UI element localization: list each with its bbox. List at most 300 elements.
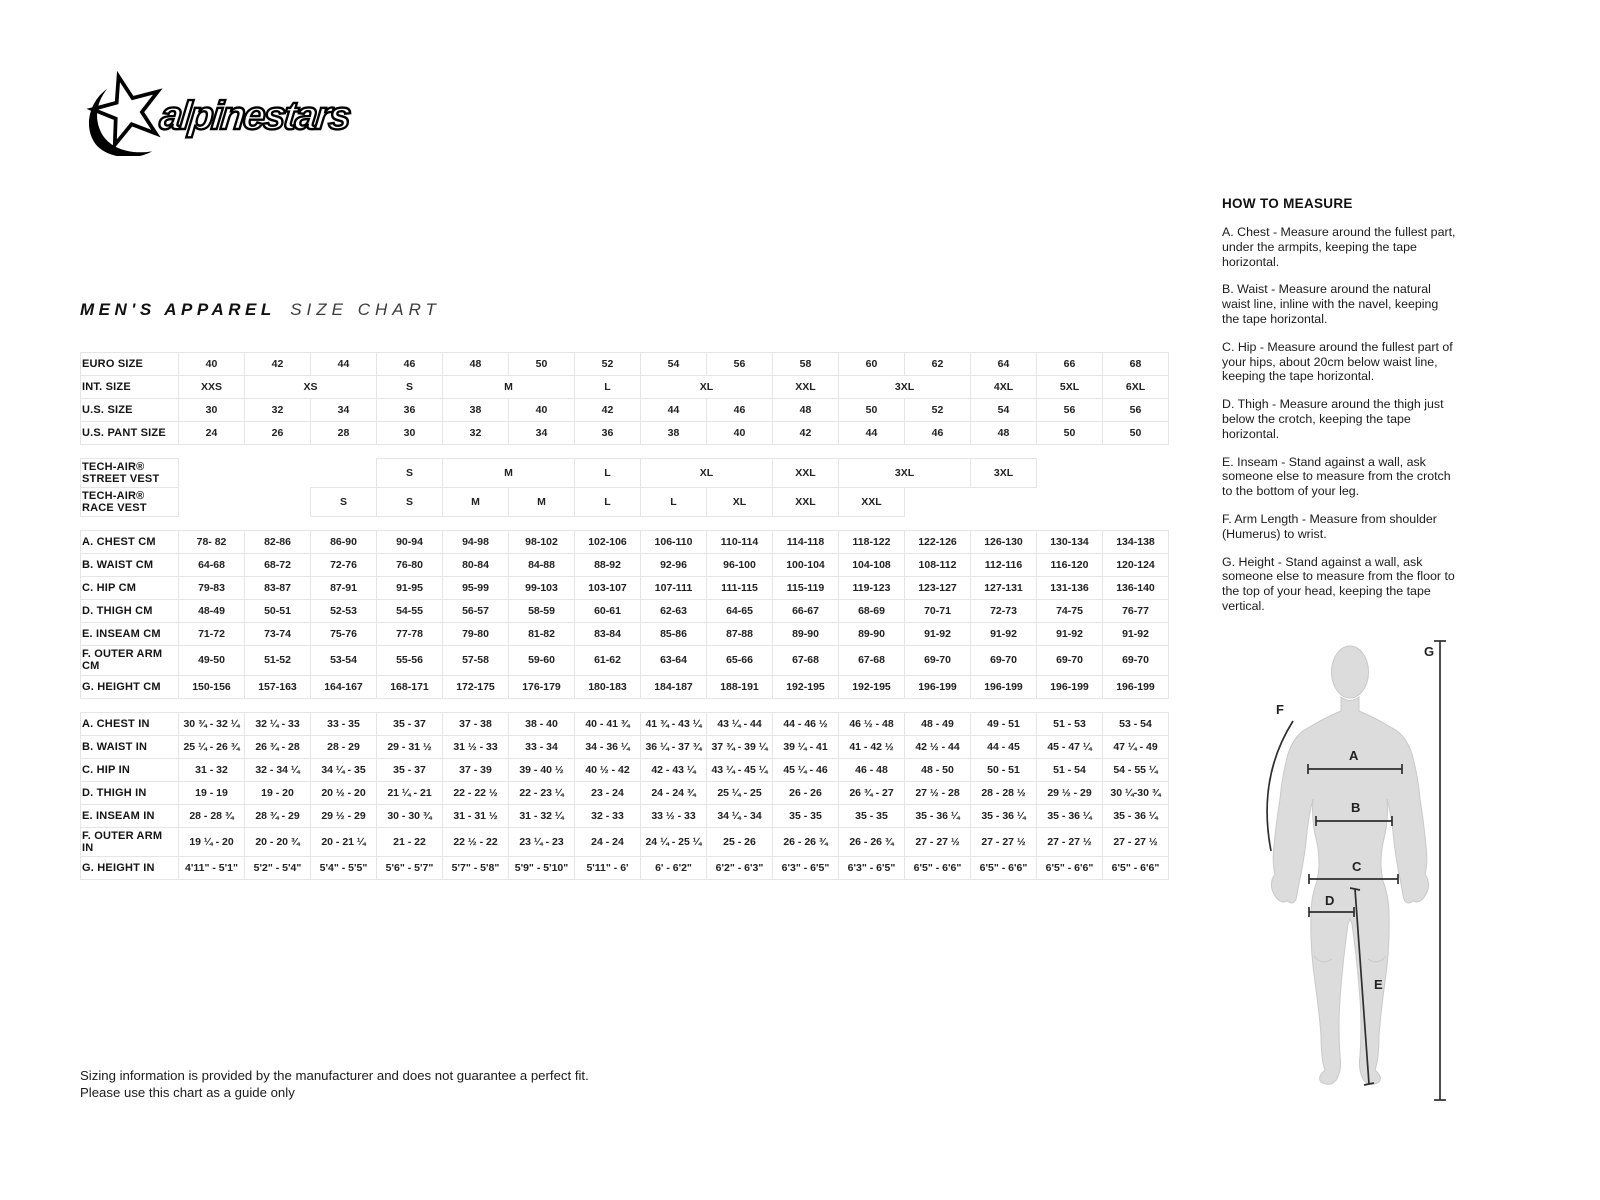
size-cell: 54 - 55 ¼ [1103, 758, 1169, 781]
size-cell: 36 ¼ - 37 ¾ [641, 735, 707, 758]
height-measure-line [1434, 641, 1446, 1100]
size-cell: M [509, 488, 575, 517]
table-row [81, 804, 1169, 827]
table-row [81, 459, 1169, 488]
size-cell: 32 [245, 399, 311, 422]
row-label: A. CHEST IN [81, 712, 179, 735]
size-cell: 26 [245, 422, 311, 445]
size-cell: 108-112 [905, 554, 971, 577]
size-cell: 26 ¾ - 28 [245, 735, 311, 758]
size-cell: 64-68 [179, 554, 245, 577]
size-cell: 27 - 27 ½ [1037, 827, 1103, 856]
size-cell: 51 - 54 [1037, 758, 1103, 781]
measure-instruction: D. Thigh - Measure around the thigh just below the crotch, keeping the tape horizontal. [1222, 397, 1444, 441]
row-label: E. INSEAM CM [81, 623, 179, 646]
size-cell: 31 - 32 ¼ [509, 804, 575, 827]
size-cell: 28 [311, 422, 377, 445]
size-cell: 21 ¼ - 21 [377, 781, 443, 804]
size-cell: 157-163 [245, 675, 311, 698]
size-cell: 46 [377, 353, 443, 376]
size-cell: 196-199 [971, 675, 1037, 698]
size-cell: 28 - 28 ½ [971, 781, 1037, 804]
row-label: G. HEIGHT IN [81, 856, 179, 879]
size-cell: 40 [707, 422, 773, 445]
size-cell: 39 - 40 ½ [509, 758, 575, 781]
row-label: EURO SIZE [81, 353, 179, 376]
size-cell: 37 - 38 [443, 712, 509, 735]
size-cell: 112-116 [971, 554, 1037, 577]
size-cell: 24 - 24 ¾ [641, 781, 707, 804]
size-cell: 37 - 39 [443, 758, 509, 781]
table-row [81, 646, 1169, 675]
size-cell: 71-72 [179, 623, 245, 646]
row-label: G. HEIGHT CM [81, 675, 179, 698]
size-cell: 35 - 36 ¼ [1037, 804, 1103, 827]
size-cell: 126-130 [971, 531, 1037, 554]
size-cell: L [575, 459, 641, 488]
size-cell: 123-127 [905, 577, 971, 600]
size-cell: 55-56 [377, 646, 443, 675]
size-cell: 73-74 [245, 623, 311, 646]
size-cell: 34 ¼ - 35 [311, 758, 377, 781]
size-cell: 69-70 [1103, 646, 1169, 675]
size-cell: 5'11" - 6' [575, 856, 641, 879]
size-cell: 44 - 46 ½ [773, 712, 839, 735]
table-row [81, 399, 1169, 422]
size-cell: 29 ½ - 29 [1037, 781, 1103, 804]
table-row [81, 623, 1169, 646]
size-cell: 42 [773, 422, 839, 445]
table-row [81, 577, 1169, 600]
size-cell: 48-49 [179, 600, 245, 623]
disclaimer [80, 1068, 589, 1101]
size-cell: 35 - 35 [773, 804, 839, 827]
figure-head [1332, 646, 1369, 698]
size-cell: XXL [773, 376, 839, 399]
row-label: D. THIGH IN [81, 781, 179, 804]
size-cell: 52 [575, 353, 641, 376]
size-cell: 85-86 [641, 623, 707, 646]
row-label: INT. SIZE [81, 376, 179, 399]
size-cell: 4XL [971, 376, 1037, 399]
size-cell: 150-156 [179, 675, 245, 698]
size-cell: 184-187 [641, 675, 707, 698]
size-cell: 6'5" - 6'6" [1103, 856, 1169, 879]
size-cell: 75-76 [311, 623, 377, 646]
size-cell: 104-108 [839, 554, 905, 577]
size-cell: 76-80 [377, 554, 443, 577]
size-cell: 42 - 43 ¼ [641, 758, 707, 781]
size-cell: 94-98 [443, 531, 509, 554]
size-cell: 24 [179, 422, 245, 445]
size-cell: 60-61 [575, 600, 641, 623]
size-cell: 103-107 [575, 577, 641, 600]
size-cell: XXL [773, 488, 839, 517]
size-cell: 35 - 37 [377, 758, 443, 781]
size-cell: 91-92 [971, 623, 1037, 646]
size-cell: 35 - 36 ¼ [971, 804, 1037, 827]
size-cell: 106-110 [641, 531, 707, 554]
size-cell: 30 [179, 399, 245, 422]
size-cell: 87-91 [311, 577, 377, 600]
measure-instruction: F. Arm Length - Measure from shoulder (Humerus) to wrist. [1222, 511, 1437, 541]
how-to-measure-panel [1222, 196, 1456, 627]
size-cell: 82-86 [245, 531, 311, 554]
size-cell: 68 [1103, 353, 1169, 376]
size-cell: 31 - 32 [179, 758, 245, 781]
table-row [81, 554, 1169, 577]
size-cell: M [443, 459, 575, 488]
size-cell: XS [245, 376, 377, 399]
blank-cell [179, 488, 311, 517]
size-cell: 26 - 26 ¾ [773, 827, 839, 856]
size-cell: 50 [1037, 422, 1103, 445]
size-cell: 5'7" - 5'8" [443, 856, 509, 879]
size-cell: L [641, 488, 707, 517]
size-cell: 24 ¼ - 25 ¼ [641, 827, 707, 856]
row-label: F. OUTER ARM IN [81, 827, 179, 856]
size-cell: 36 [377, 399, 443, 422]
size-cell: 50 - 51 [971, 758, 1037, 781]
size-cell: 52 [905, 399, 971, 422]
size-cell: 36 [575, 422, 641, 445]
size-cell: 48 [443, 353, 509, 376]
size-cell: 27 ½ - 28 [905, 781, 971, 804]
size-cell: 30 ¾ - 32 ¼ [179, 712, 245, 735]
figure-label-inseam: E [1374, 977, 1383, 992]
size-cell: 23 - 24 [575, 781, 641, 804]
row-label: E. INSEAM IN [81, 804, 179, 827]
size-cell: 102-106 [575, 531, 641, 554]
row-label: A. CHEST CM [81, 531, 179, 554]
size-cell: 42 [245, 353, 311, 376]
size-cell: 47 ¼ - 49 [1103, 735, 1169, 758]
size-cell: 6' - 6'2" [641, 856, 707, 879]
size-cell: 5'9" - 5'10" [509, 856, 575, 879]
size-cell: 84-88 [509, 554, 575, 577]
size-cell: 28 - 29 [311, 735, 377, 758]
size-cell: 192-195 [839, 675, 905, 698]
size-cell: 116-120 [1037, 554, 1103, 577]
size-cell: 29 - 31 ½ [377, 735, 443, 758]
size-cell: S [377, 459, 443, 488]
size-cell: 32 ¼ - 33 [245, 712, 311, 735]
row-label: C. HIP IN [81, 758, 179, 781]
size-cell: 26 ¾ - 27 [839, 781, 905, 804]
size-cell: 5XL [1037, 376, 1103, 399]
size-cell: 45 - 47 ¼ [1037, 735, 1103, 758]
size-cell: 39 ¼ - 41 [773, 735, 839, 758]
size-cell: 38 - 40 [509, 712, 575, 735]
size-cell: 96-100 [707, 554, 773, 577]
alpinestars-logo [78, 70, 378, 156]
table-row [81, 758, 1169, 781]
size-cell: 50 [839, 399, 905, 422]
size-cell: 32 [443, 422, 509, 445]
size-cell: 56 [1037, 399, 1103, 422]
size-cell: 54 [641, 353, 707, 376]
measurements-cm-table [80, 530, 1169, 698]
size-cell: 4'11" - 5'1" [179, 856, 245, 879]
size-cell: 69-70 [905, 646, 971, 675]
row-label: TECH-AIR® STREET VEST [81, 459, 179, 488]
size-cell: 50 [509, 353, 575, 376]
table-row [81, 600, 1169, 623]
size-cell: 25 ¼ - 25 [707, 781, 773, 804]
size-cell: 67-68 [773, 646, 839, 675]
size-cell: 3XL [839, 459, 971, 488]
size-cell: 74-75 [1037, 600, 1103, 623]
size-cell: 19 - 20 [245, 781, 311, 804]
size-cell: 20 - 20 ¾ [245, 827, 311, 856]
size-cell: 46 ½ - 48 [839, 712, 905, 735]
size-cell: 130-134 [1037, 531, 1103, 554]
size-cell: 51 - 53 [1037, 712, 1103, 735]
row-label: F. OUTER ARM CM [81, 646, 179, 675]
size-cell: 64-65 [707, 600, 773, 623]
figure-label-height: G [1424, 644, 1435, 659]
size-cell: 48 [773, 399, 839, 422]
size-cell: 20 - 21 ¼ [311, 827, 377, 856]
row-label: B. WAIST CM [81, 554, 179, 577]
row-label: D. THIGH CM [81, 600, 179, 623]
size-cell: 66-67 [773, 600, 839, 623]
size-cell: 107-111 [641, 577, 707, 600]
how-to-measure-title: HOW TO MEASURE [1222, 196, 1353, 211]
table-row [81, 856, 1169, 879]
size-cell: 6'5" - 6'6" [971, 856, 1037, 879]
figure-label-arm: F [1276, 702, 1284, 717]
size-cell: S [377, 488, 443, 517]
size-cell: 33 - 35 [311, 712, 377, 735]
size-cell: XXS [179, 376, 245, 399]
size-cell: 131-136 [1037, 577, 1103, 600]
table-row [81, 781, 1169, 804]
size-cell: 25 - 26 [707, 827, 773, 856]
blank-cell [905, 488, 1169, 517]
size-cell: 31 ½ - 33 [443, 735, 509, 758]
size-cell: 48 - 49 [905, 712, 971, 735]
size-cell: 19 - 19 [179, 781, 245, 804]
size-cell: 6'5" - 6'6" [905, 856, 971, 879]
size-cell: XL [707, 488, 773, 517]
tech-air-table [80, 458, 1169, 517]
size-cell: 49-50 [179, 646, 245, 675]
size-cell: 98-102 [509, 531, 575, 554]
size-cell: 30 ¼-30 ¾ [1103, 781, 1169, 804]
size-cell: 5'6" - 5'7" [377, 856, 443, 879]
size-cell: 68-69 [839, 600, 905, 623]
size-conversion-table [80, 352, 1169, 445]
size-cell: 92-96 [641, 554, 707, 577]
size-cell: 86-90 [311, 531, 377, 554]
measure-instruction: C. Hip - Measure around the fullest part of your hips, about 20cm below waist line, keeping the tape horizontal. [1222, 339, 1453, 384]
size-cell: 41 ¾ - 43 ¼ [641, 712, 707, 735]
size-cell: 41 - 42 ½ [839, 735, 905, 758]
size-cell: 64 [971, 353, 1037, 376]
size-cell: 3XL [839, 376, 971, 399]
row-label: TECH-AIR® RACE VEST [81, 488, 179, 517]
size-cell: 57-58 [443, 646, 509, 675]
size-cell: S [311, 488, 377, 517]
row-label: C. HIP CM [81, 577, 179, 600]
size-cell: 54 [971, 399, 1037, 422]
size-cell: 192-195 [773, 675, 839, 698]
size-cell: 56 [707, 353, 773, 376]
size-cell: 44 [839, 422, 905, 445]
size-cell: 19 ¼ - 20 [179, 827, 245, 856]
size-cell: M [443, 488, 509, 517]
size-cell: 44 - 45 [971, 735, 1037, 758]
size-cell: 196-199 [1103, 675, 1169, 698]
size-cell: 83-84 [575, 623, 641, 646]
size-cell: 114-118 [773, 531, 839, 554]
size-cell: 46 [905, 422, 971, 445]
size-cell: 87-88 [707, 623, 773, 646]
table-row [81, 827, 1169, 856]
size-cell: 6'3" - 6'5" [839, 856, 905, 879]
size-cell: 83-87 [245, 577, 311, 600]
size-cell: 30 - 30 ¾ [377, 804, 443, 827]
size-cell: 69-70 [1037, 646, 1103, 675]
size-cell: 51-52 [245, 646, 311, 675]
size-cell: 27 - 27 ½ [905, 827, 971, 856]
table-row [81, 376, 1169, 399]
size-cell: 91-92 [1103, 623, 1169, 646]
size-cell: 33 ½ - 33 [641, 804, 707, 827]
size-cell: 37 ¾ - 39 ¼ [707, 735, 773, 758]
table-row [81, 488, 1169, 517]
size-cell: 21 - 22 [377, 827, 443, 856]
size-cell: 62-63 [641, 600, 707, 623]
size-cell: 81-82 [509, 623, 575, 646]
size-cell: 122-126 [905, 531, 971, 554]
size-cell: 120-124 [1103, 554, 1169, 577]
size-cell: L [575, 376, 641, 399]
measure-items [1222, 225, 1456, 614]
size-cell: 32 - 33 [575, 804, 641, 827]
size-cell: 50 [1103, 422, 1169, 445]
size-cell: 136-140 [1103, 577, 1169, 600]
size-cell: 40 [509, 399, 575, 422]
size-cell: 44 [311, 353, 377, 376]
size-cell: M [443, 376, 575, 399]
size-cell: 91-92 [905, 623, 971, 646]
size-cell: 3XL [971, 459, 1037, 488]
size-cell: 40 ½ - 42 [575, 758, 641, 781]
size-cell: 172-175 [443, 675, 509, 698]
size-cell: 27 - 27 ½ [1103, 827, 1169, 856]
size-cell: 59-60 [509, 646, 575, 675]
size-cell: XL [641, 459, 773, 488]
size-cell: 65-66 [707, 646, 773, 675]
size-cell: 95-99 [443, 577, 509, 600]
size-cell: 53 - 54 [1103, 712, 1169, 735]
size-cell: 119-123 [839, 577, 905, 600]
size-cell: 196-199 [905, 675, 971, 698]
size-cell: 26 - 26 ¾ [839, 827, 905, 856]
size-cell: 34 [509, 422, 575, 445]
size-cell: 58 [773, 353, 839, 376]
size-cell: 40 - 41 ¾ [575, 712, 641, 735]
size-cell: 72-73 [971, 600, 1037, 623]
size-cell: 56-57 [443, 600, 509, 623]
size-cell: 72-76 [311, 554, 377, 577]
row-label: U.S. SIZE [81, 399, 179, 422]
size-cell: 89-90 [773, 623, 839, 646]
size-cell: 176-179 [509, 675, 575, 698]
measure-instruction: E. Inseam - Stand against a wall, ask someone else to measure from the crotch to the bottom of your leg. [1222, 454, 1451, 499]
size-cell: 61-62 [575, 646, 641, 675]
size-cell: 127-131 [971, 577, 1037, 600]
size-cell: 26 - 26 [773, 781, 839, 804]
size-cell: 20 ½ - 20 [311, 781, 377, 804]
size-cell: 32 - 34 ¼ [245, 758, 311, 781]
size-cell: 28 ¾ - 29 [245, 804, 311, 827]
size-cell: 35 - 37 [377, 712, 443, 735]
size-cell: 42 [575, 399, 641, 422]
size-cell: XXL [773, 459, 839, 488]
size-cell: 56 [1103, 399, 1169, 422]
size-cell: 60 [839, 353, 905, 376]
size-cell: 24 - 24 [575, 827, 641, 856]
size-cell: 50-51 [245, 600, 311, 623]
measure-instruction: G. Height - Stand against a wall, ask someone else to measure from the floor to the top of your head, keeping the tape vertical. [1222, 554, 1455, 613]
size-cell: 78- 82 [179, 531, 245, 554]
size-cell: 45 ¼ - 46 [773, 758, 839, 781]
size-cell: 43 ¼ - 44 [707, 712, 773, 735]
size-cell: 44 [641, 399, 707, 422]
size-cell: 79-80 [443, 623, 509, 646]
size-cell: 89-90 [839, 623, 905, 646]
size-cell: 27 - 27 ½ [971, 827, 1037, 856]
size-cell: 88-92 [575, 554, 641, 577]
page-title [80, 300, 441, 320]
size-cell: 5'2" - 5'4" [245, 856, 311, 879]
figure-label-thigh: D [1325, 893, 1335, 908]
size-cell: 6'3" - 6'5" [773, 856, 839, 879]
size-cell: 66 [1037, 353, 1103, 376]
size-cell: 22 - 23 ¼ [509, 781, 575, 804]
size-cell: XL [641, 376, 773, 399]
size-cell: 6XL [1103, 376, 1169, 399]
size-cell: 80-84 [443, 554, 509, 577]
size-cell: 35 - 36 ¼ [905, 804, 971, 827]
size-cell: S [377, 376, 443, 399]
size-cell: 46 [707, 399, 773, 422]
size-cell: 29 ½ - 29 [311, 804, 377, 827]
size-cell: 196-199 [1037, 675, 1103, 698]
size-cell: 25 ¼ - 26 ¾ [179, 735, 245, 758]
size-cell: 35 - 35 [839, 804, 905, 827]
figure-label-chest: A [1349, 748, 1359, 763]
title-sub: SIZE CHART [290, 300, 441, 319]
size-cell: 43 ¼ - 45 ¼ [707, 758, 773, 781]
size-cell: 100-104 [773, 554, 839, 577]
size-cell: 48 [971, 422, 1037, 445]
size-cell: 34 ¼ - 34 [707, 804, 773, 827]
size-cell: 70-71 [905, 600, 971, 623]
size-cell: 6'2" - 6'3" [707, 856, 773, 879]
measure-instruction: B. Waist - Measure around the natural waist line, inline with the navel, keeping the tape horizontal. [1222, 282, 1439, 326]
size-cell: 22 - 22 ½ [443, 781, 509, 804]
size-cell: 62 [905, 353, 971, 376]
figure-label-hip: C [1352, 859, 1362, 874]
size-cell: 5'4" - 5'5" [311, 856, 377, 879]
size-cell: 110-114 [707, 531, 773, 554]
size-cell: 35 - 36 ¼ [1103, 804, 1169, 827]
size-cell: 118-122 [839, 531, 905, 554]
